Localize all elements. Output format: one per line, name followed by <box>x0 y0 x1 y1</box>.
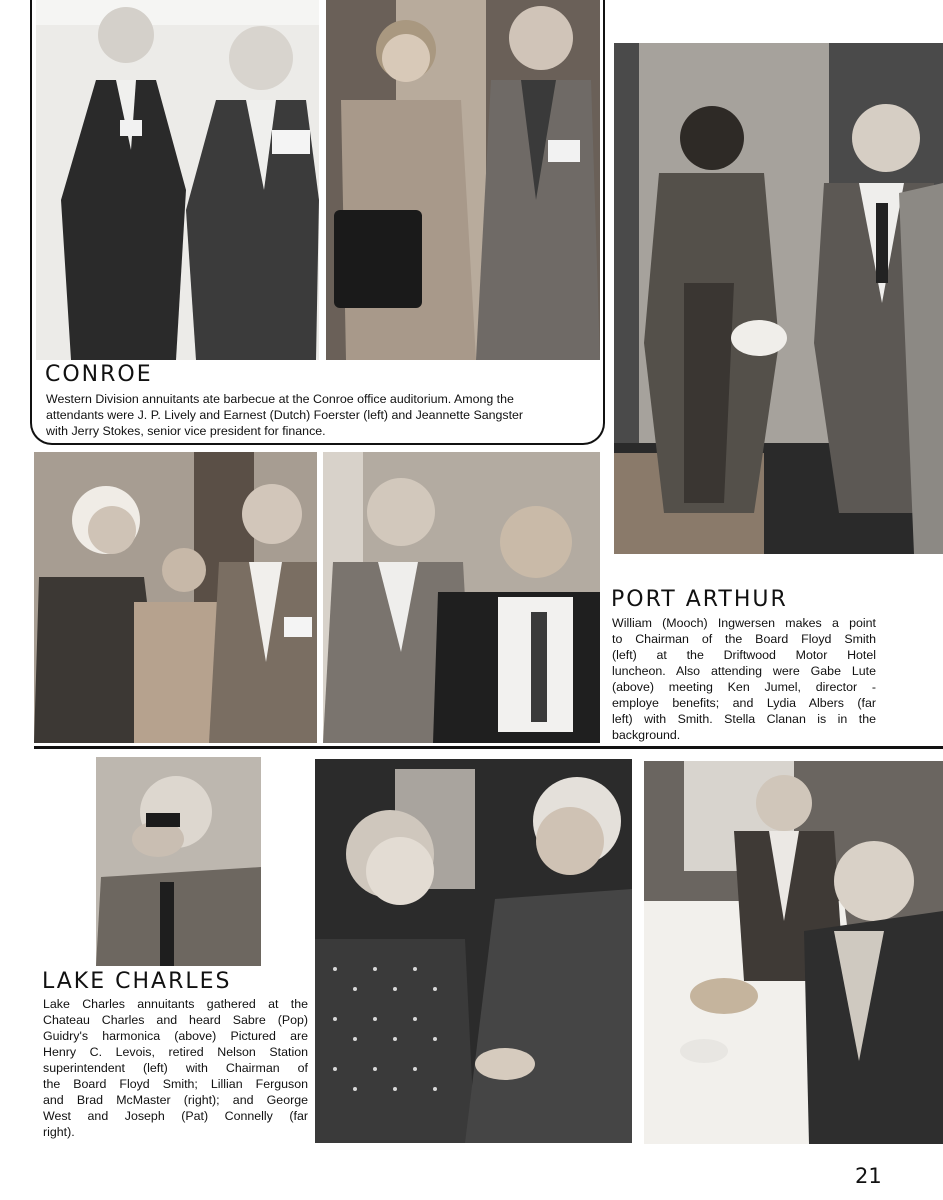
page-number: 21 <box>855 1164 882 1188</box>
caption-line: Henry C. Levois, retired Nelson Station <box>43 1045 308 1059</box>
photo-west-connelly <box>644 761 943 1144</box>
photo-sangster-stokes <box>326 0 600 360</box>
caption-line: Western Division annuitants ate barbecue at the Conroe office auditorium. Among the <box>46 392 514 406</box>
photo-lute-jumel <box>323 452 600 743</box>
heading-lake-charles: LAKE CHARLES <box>42 969 232 994</box>
caption-line: Chateau Charles and heard Sabre (Pop) <box>43 1013 308 1027</box>
caption-line: left) with Smith. Stella Clanan is in the <box>612 712 876 726</box>
caption-line: with Jerry Stokes, senior vice president for finance. <box>46 424 326 438</box>
caption-line: to Chairman of the Board Floyd Smith <box>612 632 876 646</box>
photo-ferguson-mcmaster <box>315 759 632 1143</box>
caption-line: luncheon. Also attending were Gabe Lute <box>612 664 876 678</box>
photo-lively-foerster <box>36 0 319 360</box>
heading-port-arthur: PORT ARTHUR <box>611 587 788 612</box>
caption-line: Lake Charles annuitants gathered at the <box>43 997 308 1011</box>
heading-conroe: CONROE <box>45 362 153 387</box>
caption-line: (above) meeting Ken Jumel, director - <box>612 680 876 694</box>
section-rule <box>34 746 943 749</box>
caption-line: and Brad McMaster (right); and George <box>43 1093 308 1107</box>
caption-line: superintendent (left) with Chairman of <box>43 1061 308 1075</box>
caption-conroe <box>46 391 601 439</box>
caption-line: William (Mooch) Ingwersen makes a point <box>612 616 876 630</box>
caption-line: right). <box>43 1125 75 1139</box>
caption-line: the Board Floyd Smith; Lillian Ferguson <box>43 1077 308 1091</box>
photo-guidry-harmonica <box>96 757 261 966</box>
caption-line: Guidry's harmonica (above) Pictured are <box>43 1029 308 1043</box>
photo-albers-smith <box>34 452 317 743</box>
caption-line: background. <box>612 728 681 742</box>
photo-ingwersen-smith <box>614 43 943 554</box>
caption-line: attendants were J. P. Lively and Earnest (Dutch) Foerster (left) and Jeannette Sangster <box>46 408 524 422</box>
caption-line: (left) at the Driftwood Motor Hotel <box>612 648 876 662</box>
caption-port-arthur <box>612 615 876 743</box>
caption-line: employe benefits; and Lydia Albers (far <box>612 696 876 710</box>
caption-line: West and Joseph (Pat) Connelly (far <box>43 1109 308 1123</box>
caption-lake-charles <box>43 996 308 1140</box>
